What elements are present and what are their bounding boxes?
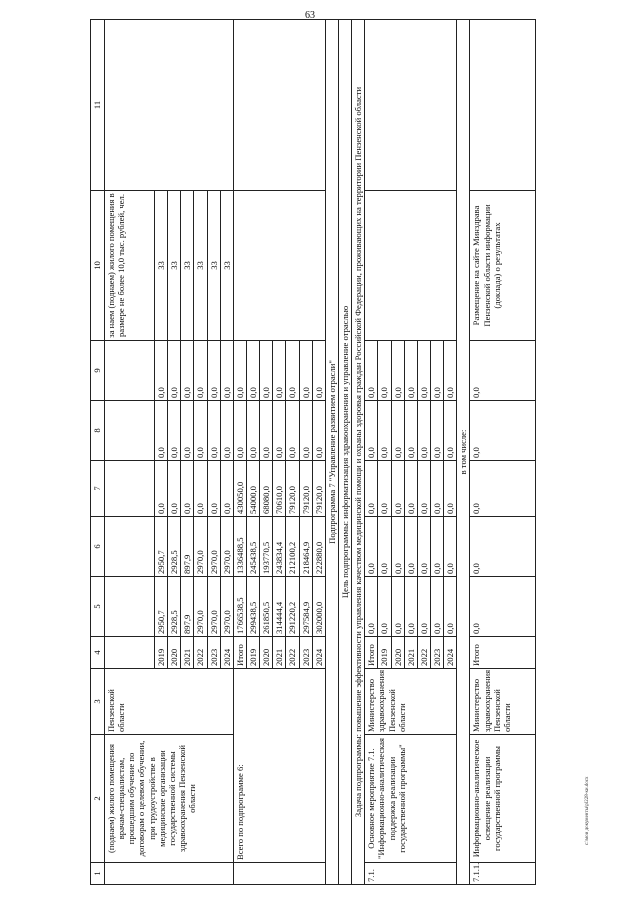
section-heading-row (325, 20, 338, 885)
table-row: 7.1. Основное мероприятие 7.1. "Информационно-аналитическая поддержка реализации государственной программы" Министерство здравоохранения Пензенской области Итого 0,0 0,0 0,0 0,0 0,0 (365, 20, 378, 885)
col-header: 6 (91, 517, 105, 577)
table-row (105, 20, 155, 885)
table-row: 2024 0,0 0,0 0,0 0,0 0,0 (444, 20, 457, 885)
footer-file-path: c:\мои документы\pl228-ки.docx (585, 776, 590, 845)
table-row: 2021 897,9 897,9 0,0 0,0 0,0 33 (181, 20, 194, 885)
cell-executor: Пензенской области (105, 669, 234, 735)
table-row: 2023 2970,0 2970,0 0,0 0,0 0,0 33 (207, 20, 220, 885)
table-row: 2019 2950,7 2950,7 0,0 0,0 0,0 33 (155, 20, 168, 885)
section-heading-row (352, 20, 365, 885)
col-header: 5 (91, 577, 105, 637)
cell-activity-name: (поднаем) жилого помещения врачам-специалистам, прошедшим обучение по договорам о целевом обучении, при трудоустройстве в медицинские организации государственной системы здравоохранения Пензенской области (105, 735, 234, 863)
cell-indicator: за наем (поднаем) жилого помещения в размере не более 10,0 тыс. рублей, чел. (105, 191, 155, 341)
cell-executor: Министерство здравоохранения Пензенской области (470, 669, 536, 735)
total-label: Всего по подпрограмме 6: (233, 669, 325, 863)
cell-num (105, 863, 234, 885)
table-row: 2019 299438,5 245438,5 54000,0 0,0 0,0 (246, 20, 259, 885)
cell-num: 7.1.1. (470, 863, 536, 885)
table-row: 2022 2970,0 2970,0 0,0 0,0 0,0 33 (194, 20, 207, 885)
column-number-row (91, 20, 105, 885)
table-row (457, 20, 470, 885)
col-header: 10 (91, 191, 105, 341)
including-label: в том числе: (457, 20, 470, 885)
table-row: 2019 0,0 0,0 0,0 0,0 0,0 (378, 20, 391, 885)
table-row: 2024 302000,0 222880,0 79120,0 0,0 0,0 (312, 20, 325, 885)
col-header: 7 (91, 461, 105, 517)
col-header: 1 (91, 863, 105, 885)
table-row: Всего по подпрограмме 6: Итого 1766538,5 1336488,5 430050,0 0,0 0,0 (233, 20, 246, 885)
table-row: 2023 297584,9 218464,9 79120,0 0,0 0,0 (299, 20, 312, 885)
col-header: 4 (91, 637, 105, 669)
col-header: 9 (91, 341, 105, 401)
section-heading-row (338, 20, 351, 885)
table-row: 2020 261850,5 193770,5 68080,0 0,0 0,0 (260, 20, 273, 885)
table-row: 2021 314444,4 243834,4 70610,0 0,0 0,0 (273, 20, 286, 885)
program-table (90, 19, 536, 885)
col-header: 11 (91, 20, 105, 191)
page-number: 63 (305, 10, 315, 21)
rotated-table-container (90, 20, 530, 885)
col-header: 3 (91, 669, 105, 735)
cell-indicator: Размещение на сайте Минздрава Пензенской области информации (доклада) о результатах (470, 191, 536, 341)
subprogram-task: Задача подпрограммы: повышение эффективности управления качеством медицинской помощи и охраны здоровья граждан Российской Федерации, проживающих на территории Пензенской области (352, 20, 365, 885)
col-header: 2 (91, 735, 105, 863)
table-row: 2020 0,0 0,0 0,0 0,0 0,0 (391, 20, 404, 885)
table-row: 7.1.1. Информационно-аналитическое освещение реализации государственной программы Министерство здравоохранения Пензенской области Итого 0,0 0,0 0,0 0,0 0,0 Размещение на сайте Минздрава Пензенской области информации (доклада) о результатах (470, 20, 536, 885)
table-row: 2024 2970,0 2970,0 0,0 0,0 0,0 33 (220, 20, 233, 885)
subprogram-title: Подпрограмма 7 "Управление развитием отрасли" (325, 20, 338, 885)
cell-activity-name: Информационно-аналитическое освещение реализации государственной программы (470, 735, 536, 863)
table-row: 2022 291220,2 212100,2 79120,0 0,0 0,0 (286, 20, 299, 885)
subprogram-goal: Цель подпрограммы: информатизация здравоохранения и управление отраслью (338, 20, 351, 885)
table-row: 2023 0,0 0,0 0,0 0,0 0,0 (430, 20, 443, 885)
col-header: 8 (91, 401, 105, 461)
cell-executor: Министерство здравоохранения Пензенской области (365, 669, 457, 735)
table-row: 2020 2928,5 2928,5 0,0 0,0 0,0 33 (168, 20, 181, 885)
cell-num: 7.1. (365, 863, 457, 885)
cell-activity-name: Основное мероприятие 7.1. "Информационно-аналитическая поддержка реализации государственной программы" (365, 735, 457, 863)
table-row: 2021 0,0 0,0 0,0 0,0 0,0 (404, 20, 417, 885)
table-row: 2022 0,0 0,0 0,0 0,0 0,0 (417, 20, 430, 885)
